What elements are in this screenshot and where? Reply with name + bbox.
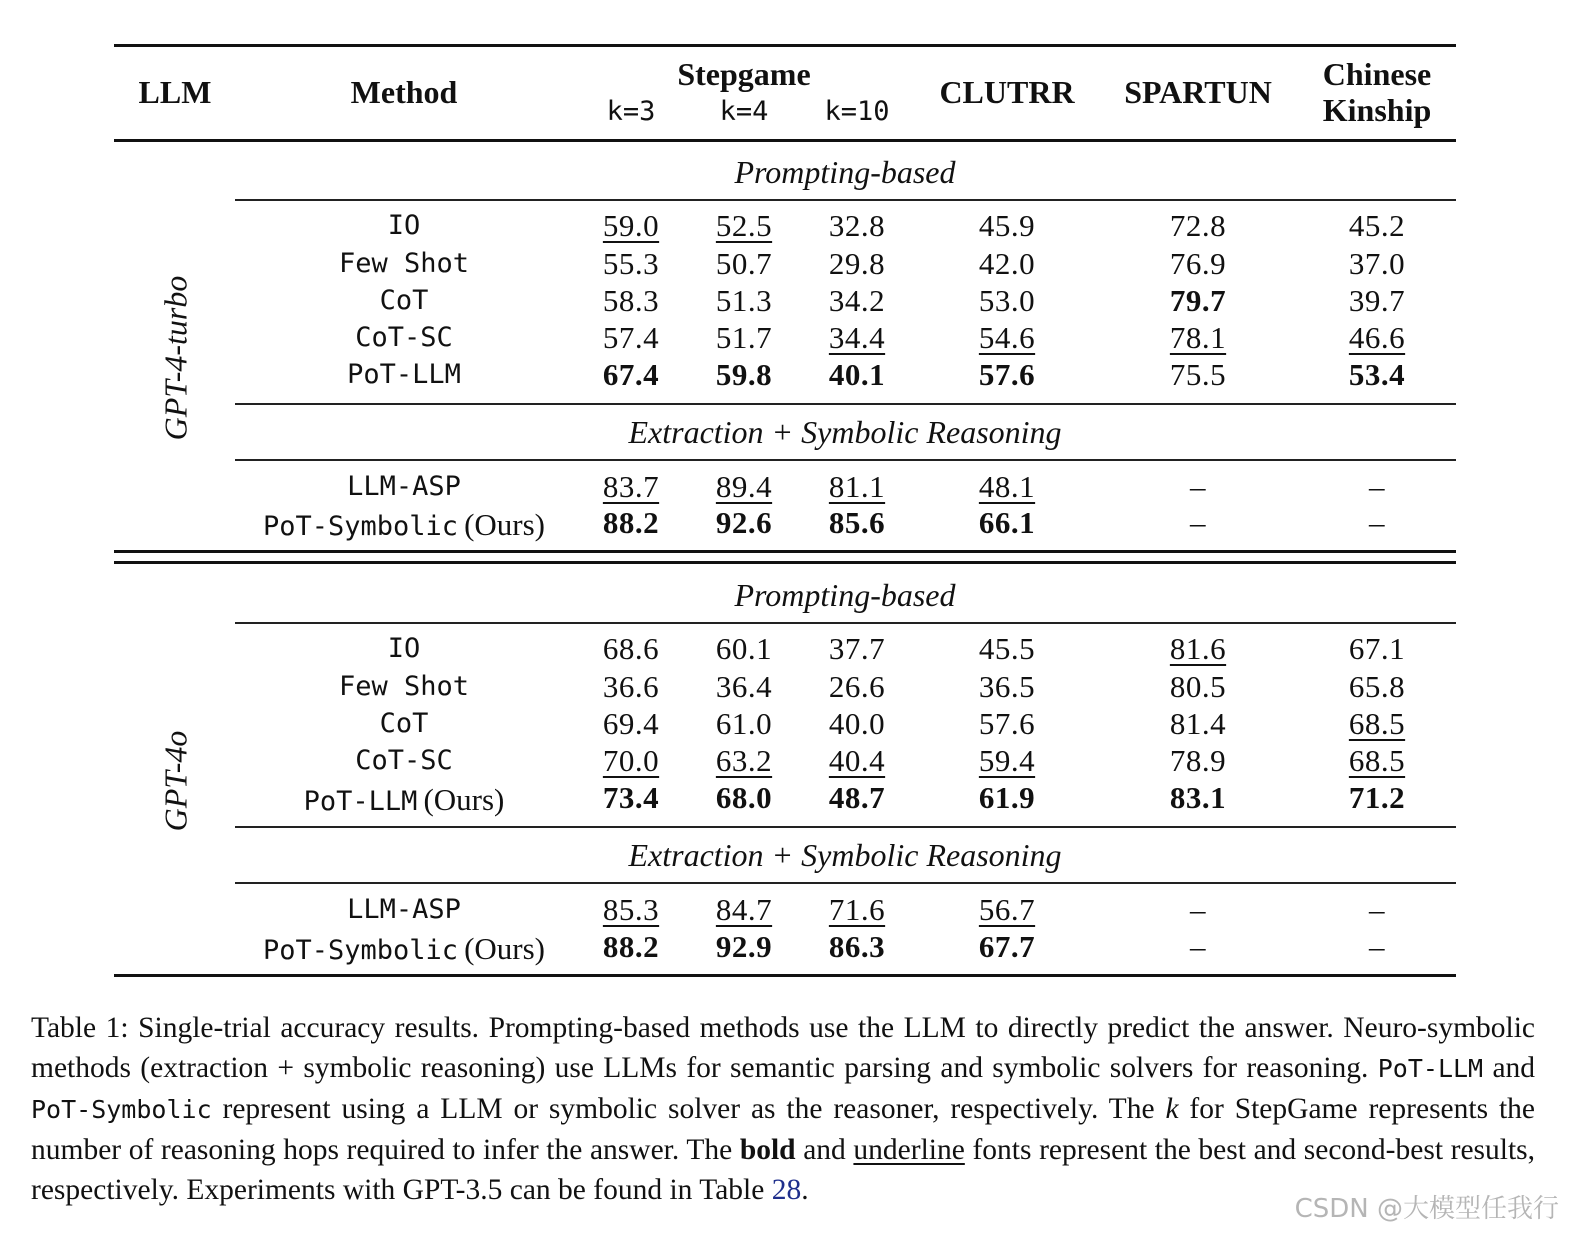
method-name <box>380 285 429 316</box>
table-cell: 51.7 <box>715 320 773 355</box>
header-k4: k=4 <box>719 96 769 127</box>
watermark: CSDN @大模型任我行 <box>1294 1194 1559 1224</box>
method-code: Few Shot <box>338 248 470 279</box>
table-cell: 40.4 <box>828 743 886 778</box>
table-cell: 36.5 <box>978 669 1036 704</box>
header-chinese: Chinese <box>1322 56 1432 92</box>
table-cell: 59.8 <box>715 357 773 392</box>
table-cell: 56.7 <box>978 892 1036 927</box>
section-rule <box>235 199 1456 201</box>
table-cell: 86.3 <box>828 929 886 964</box>
method-name <box>355 745 453 776</box>
caption-underline-word: underline <box>853 1134 965 1166</box>
table-cell: 36.4 <box>715 669 773 704</box>
header-method: Method <box>350 74 458 110</box>
table-cell: 40.1 <box>828 357 886 392</box>
caption-code-pot-llm: PoT-LLM <box>1377 1054 1484 1083</box>
section-rule <box>235 622 1456 624</box>
llm-label: GPT-4o <box>157 730 194 832</box>
method-name <box>388 210 421 241</box>
table-cell: 60.1 <box>715 631 773 666</box>
table-cell: 29.8 <box>828 246 886 281</box>
caption-bold-word: bold <box>739 1134 796 1166</box>
caption-code-pot-symbolic: PoT-Symbolic <box>31 1095 212 1124</box>
caption-period: . <box>801 1174 809 1206</box>
method-suffix: (Ours) <box>423 782 505 817</box>
table-cell: 84.7 <box>715 892 773 927</box>
table-cell: – <box>1190 892 1206 927</box>
method-name <box>304 782 505 818</box>
table-cell: 36.6 <box>602 669 660 704</box>
caption-text-and: and <box>1492 1052 1536 1084</box>
caption-k: k <box>1165 1093 1179 1125</box>
table-cell: 57.4 <box>602 320 660 355</box>
table-cell: 48.7 <box>828 780 886 815</box>
table-cell: 78.1 <box>1169 320 1227 355</box>
method-code: CoT <box>379 285 429 316</box>
table-cell: 65.8 <box>1348 669 1406 704</box>
table-cell: 66.1 <box>978 505 1036 540</box>
method-name <box>263 507 545 543</box>
table-cell: 68.5 <box>1348 706 1406 741</box>
table-cell: 48.1 <box>978 469 1036 504</box>
bottom-rule <box>114 974 1456 977</box>
method-name <box>263 931 545 967</box>
table-cell: – <box>1190 469 1206 504</box>
table-cell: 26.6 <box>828 669 886 704</box>
table-cell: 70.0 <box>602 743 660 778</box>
method-code: PoT-Symbolic <box>263 511 459 542</box>
table-cell: 67.1 <box>1348 631 1406 666</box>
method-code: CoT-SC <box>355 745 453 776</box>
table-cell: – <box>1369 469 1385 504</box>
table-cell: 42.0 <box>978 246 1036 281</box>
table-cell: 69.4 <box>602 706 660 741</box>
table-cell: 53.0 <box>978 283 1036 318</box>
table-cell: 76.9 <box>1169 246 1227 281</box>
section-title: Prompting-based <box>734 577 956 613</box>
table-cell: 88.2 <box>602 505 660 540</box>
table-cell: 34.4 <box>828 320 886 355</box>
table-cell: 57.6 <box>978 706 1036 741</box>
section-title: Extraction + Symbolic Reasoning <box>628 414 1062 450</box>
table-cell: – <box>1369 892 1385 927</box>
table-cell: 39.7 <box>1348 283 1406 318</box>
table-cell: 81.6 <box>1169 631 1227 666</box>
method-code: PoT-LLM <box>303 786 418 817</box>
method-code: IO <box>387 210 421 241</box>
section-rule <box>235 403 1456 405</box>
section-title: Prompting-based <box>734 154 956 190</box>
header-spartun: SPARTUN <box>1124 74 1272 110</box>
table-cell: 83.7 <box>602 469 660 504</box>
table-cell: 45.5 <box>978 631 1036 666</box>
table-cell: 61.0 <box>715 706 773 741</box>
method-name <box>339 248 469 279</box>
table-cell: 50.7 <box>715 246 773 281</box>
table-cell: 45.2 <box>1348 208 1406 243</box>
table-cell: 34.2 <box>828 283 886 318</box>
table-cell: 79.7 <box>1169 283 1227 318</box>
caption-text-3: for StepGame represents the number of reasoning hops required to infer the answer. The <box>31 1093 1535 1166</box>
table-cell: 83.1 <box>1169 780 1227 815</box>
table-cell: 78.9 <box>1169 743 1227 778</box>
method-code: Few Shot <box>338 671 470 702</box>
method-suffix: (Ours) <box>464 507 545 542</box>
header-k10: k=10 <box>824 96 890 127</box>
table-cell: 67.7 <box>978 929 1036 964</box>
caption-text-1: Table 1: Single-trial accuracy results. Prompting-based methods use the LLM to directly predict the answer. Neuro-symbolic methods (extraction + symbolic reasoning) use LLMs for semantic parsing and symbolic solvers for reasoning. <box>31 1012 1535 1084</box>
method-name <box>339 671 469 702</box>
table-cell: 72.8 <box>1169 208 1227 243</box>
table-cell: 88.2 <box>602 929 660 964</box>
header-kinship: Kinship <box>1322 92 1432 128</box>
section-rule <box>235 459 1456 461</box>
table-cell: 92.6 <box>715 505 773 540</box>
table-cell: – <box>1190 505 1206 540</box>
table-cell: 63.2 <box>715 743 773 778</box>
block-separator-rule-2 <box>114 561 1456 564</box>
top-rule <box>114 44 1456 47</box>
method-suffix: (Ours) <box>464 931 545 966</box>
caption-text-4: fonts represent the best and second-best results, respectively. Experiments with GPT-3.5 can be found in Table <box>31 1134 1536 1206</box>
method-code: LLM-ASP <box>347 894 461 925</box>
table-cell: 89.4 <box>715 469 773 504</box>
method-code: CoT <box>379 708 429 739</box>
block-separator-rule-1 <box>114 550 1456 553</box>
table-cell: 68.5 <box>1348 743 1406 778</box>
table-cell: 46.6 <box>1348 320 1406 355</box>
method-name <box>347 471 461 502</box>
llm-label: GPT-4-turbo <box>157 275 194 441</box>
method-name <box>380 708 429 739</box>
table-cell: 85.3 <box>602 892 660 927</box>
table-cell: 81.4 <box>1169 706 1227 741</box>
table-cell: 80.5 <box>1169 669 1227 704</box>
table-cell: 59.0 <box>602 208 660 243</box>
table-cell: 58.3 <box>602 283 660 318</box>
table-cell: 68.6 <box>602 631 660 666</box>
section-title: Extraction + Symbolic Reasoning <box>628 837 1062 873</box>
table-cell: 85.6 <box>828 505 886 540</box>
method-code: PoT-Symbolic <box>263 935 459 966</box>
method-code: LLM-ASP <box>347 471 461 502</box>
caption-text-and-2: and <box>803 1134 846 1166</box>
table-cell: 75.5 <box>1169 357 1227 392</box>
table-cell: 54.6 <box>978 320 1036 355</box>
method-name <box>347 894 461 925</box>
header-k3: k=3 <box>606 96 656 127</box>
table-cell: 57.6 <box>978 357 1036 392</box>
table-cell: 55.3 <box>602 246 660 281</box>
table-cell: 40.0 <box>828 706 886 741</box>
table-cell: 61.9 <box>978 780 1036 815</box>
method-name <box>355 322 453 353</box>
caption-text-2: represent using a LLM or symbolic solver as the reasoner, respectively. The <box>222 1093 1155 1125</box>
table-cell: 81.1 <box>828 469 886 504</box>
table-cell: 92.9 <box>715 929 773 964</box>
section-rule <box>235 826 1456 828</box>
method-code: CoT-SC <box>355 322 453 353</box>
table-cell: 68.0 <box>715 780 773 815</box>
table-caption <box>31 1008 1535 1210</box>
section-rule <box>235 882 1456 884</box>
method-name <box>388 633 421 664</box>
table-cell: 32.8 <box>828 208 886 243</box>
table-cell: 73.4 <box>602 780 660 815</box>
table-cell: 51.3 <box>715 283 773 318</box>
table-cell: – <box>1369 929 1385 964</box>
table-28-link[interactable]: 28 <box>771 1174 802 1206</box>
header-stepgame: Stepgame <box>677 56 811 92</box>
table-cell: 53.4 <box>1348 357 1406 392</box>
table-cell: – <box>1190 929 1206 964</box>
table-cell: 67.4 <box>602 357 660 392</box>
table-cell: 59.4 <box>978 743 1036 778</box>
table-cell: 71.2 <box>1348 780 1406 815</box>
table-cell: 71.6 <box>828 892 886 927</box>
header-clutrr: CLUTRR <box>939 74 1075 110</box>
table-cell: 37.7 <box>828 631 886 666</box>
header-rule <box>114 139 1456 142</box>
method-name <box>347 359 461 390</box>
table-cell: 52.5 <box>715 208 773 243</box>
method-code: PoT-LLM <box>347 359 461 390</box>
method-code: IO <box>387 633 421 664</box>
header-llm: LLM <box>138 74 212 110</box>
table-cell: – <box>1369 505 1385 540</box>
table-cell: 45.9 <box>978 208 1036 243</box>
table-cell: 37.0 <box>1348 246 1406 281</box>
